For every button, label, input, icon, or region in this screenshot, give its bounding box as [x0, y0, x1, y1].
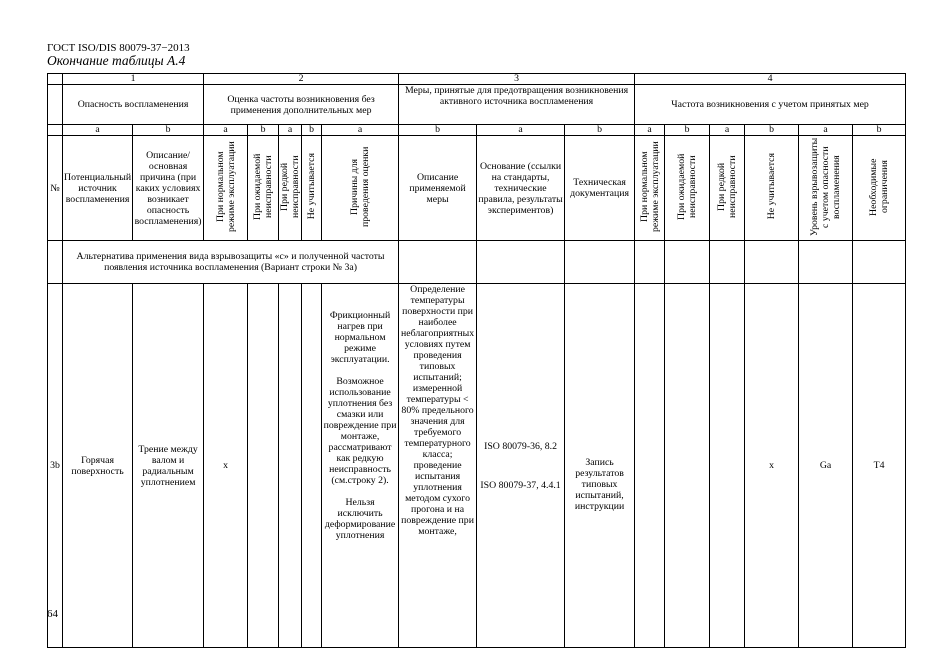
row-reasons: Фрикционный нагрев при нормальном режиме эксплуатации. Возможное использование уплотнения без смазки или повреждение при монтаже, рассматривают как редкую неисправность (см.строку 2). Нельзя исключить деформирование уплотнения	[322, 284, 399, 648]
sub-letter: a	[799, 125, 853, 136]
group-ignition-hazard: Опасность воспламенения	[63, 85, 204, 125]
sub-letter: b	[745, 125, 799, 136]
sub-letter: b	[665, 125, 710, 136]
col-desc-technical-documentation: Техническая документация	[565, 136, 635, 241]
row-protection-level: Ga	[799, 284, 853, 648]
col-desc-not-considered-2: Не учитывается	[766, 153, 778, 220]
col-desc-protection-level: Уровень взрывозащиты с учетом опасности воспламенения	[809, 137, 843, 236]
row-basis-2: ISO 80079-37, 4.4.1	[480, 479, 561, 491]
row-not-considered-mark: x	[745, 284, 799, 648]
col-number-4: 4	[635, 74, 906, 85]
col-desc-normal-operation-2: При нормальном режиме эксплуатации	[638, 141, 661, 232]
col-desc-rare-fault-2: При редкой неисправности	[716, 155, 739, 218]
row-number: 3b	[48, 284, 63, 648]
sub-letter: b	[302, 125, 322, 136]
sub-letter: a	[635, 125, 665, 136]
table-caption: Окончание таблицы А.4	[47, 53, 186, 68]
col-desc-measure-description: Описание применяемой меры	[399, 136, 477, 241]
document-standard-header: ГОСТ ISO/DIS 80079-37−2013	[47, 42, 190, 54]
sub-letter: b	[133, 125, 204, 136]
ignition-hazard-table	[47, 73, 906, 648]
column-description-row	[48, 136, 906, 241]
page-number: 64	[47, 608, 58, 620]
group-header-row	[48, 85, 906, 125]
row-basis-cell	[477, 284, 565, 648]
col-desc-normal-operation: При нормальном режиме эксплуатации	[214, 141, 237, 232]
col-number-1: 1	[63, 74, 204, 85]
col-desc-expected-fault-2: При ожидаемой неисправности	[676, 153, 699, 220]
row-cause: Трение между валом и радиальным уплотнением	[133, 284, 204, 648]
table-row	[48, 284, 906, 648]
sub-letter: a	[279, 125, 302, 136]
col-desc-limits: Необходимые ограничения	[868, 157, 891, 216]
alternative-row	[48, 241, 906, 284]
sub-letter: b	[565, 125, 635, 136]
row-limits: T4	[853, 284, 906, 648]
col-desc-no: №	[48, 136, 63, 241]
col-number-2: 2	[204, 74, 399, 85]
sub-letter: b	[399, 125, 477, 136]
col-desc-basic-cause: Описание/основная причина (при каких условиях возникает опасность воспламенения)	[133, 136, 204, 241]
group-measures: Меры, принятые для предотвращения возникновения активного источника воспламенения	[399, 85, 635, 125]
row-measure: Определение температуры поверхности при наиболее неблагоприятных условиях путем проведения типовых испытаний; измеренной температуры < 80% предельного значения для требуемого температурного класса; проведение испытания уплотнения методом сухого прогона и на повреждение при монтаже,	[399, 284, 477, 648]
col-number-3: 3	[399, 74, 635, 85]
sub-letter: a	[204, 125, 248, 136]
col-desc-expected-fault: При ожидаемой неисправности	[252, 153, 275, 220]
col-desc-reasons: Причины для проведения оценки	[349, 146, 372, 227]
row-source: Горячая поверхность	[63, 284, 133, 648]
col-desc-basis: Основание (ссылки на стандарты, технические правила, результаты экспериментов)	[477, 136, 565, 241]
col-desc-potential-source: Потенциальный источник воспламенения	[63, 136, 133, 241]
column-number-row	[48, 74, 906, 85]
row-normal-operation-mark: x	[204, 284, 248, 648]
sub-letter: b	[853, 125, 906, 136]
sub-letter: a	[63, 125, 133, 136]
sub-letter: a	[477, 125, 565, 136]
sub-letter: a	[322, 125, 399, 136]
row-technical-documentation: Запись результатов типовых испытаний, инструкции	[565, 284, 635, 648]
row-basis-1: ISO 80079-36, 8.2	[484, 440, 558, 452]
col-desc-rare-fault: При редкой неисправности	[279, 155, 302, 218]
sub-letter: a	[710, 125, 745, 136]
group-frequency-with-measures: Частота возникновения с учетом принятых мер	[635, 85, 906, 125]
sub-letter: b	[248, 125, 279, 136]
col-desc-not-considered: Не учитывается	[306, 153, 318, 220]
sub-letter-row	[48, 125, 906, 136]
alternative-row-text: Альтернатива применения вида взрывозащиты «с» и полученной частоты появления источника воспламенения (Вариант строки № 3а)	[76, 251, 385, 273]
group-frequency-without-measures: Оценка частоты возникновения без применения дополнительных мер	[204, 85, 399, 125]
